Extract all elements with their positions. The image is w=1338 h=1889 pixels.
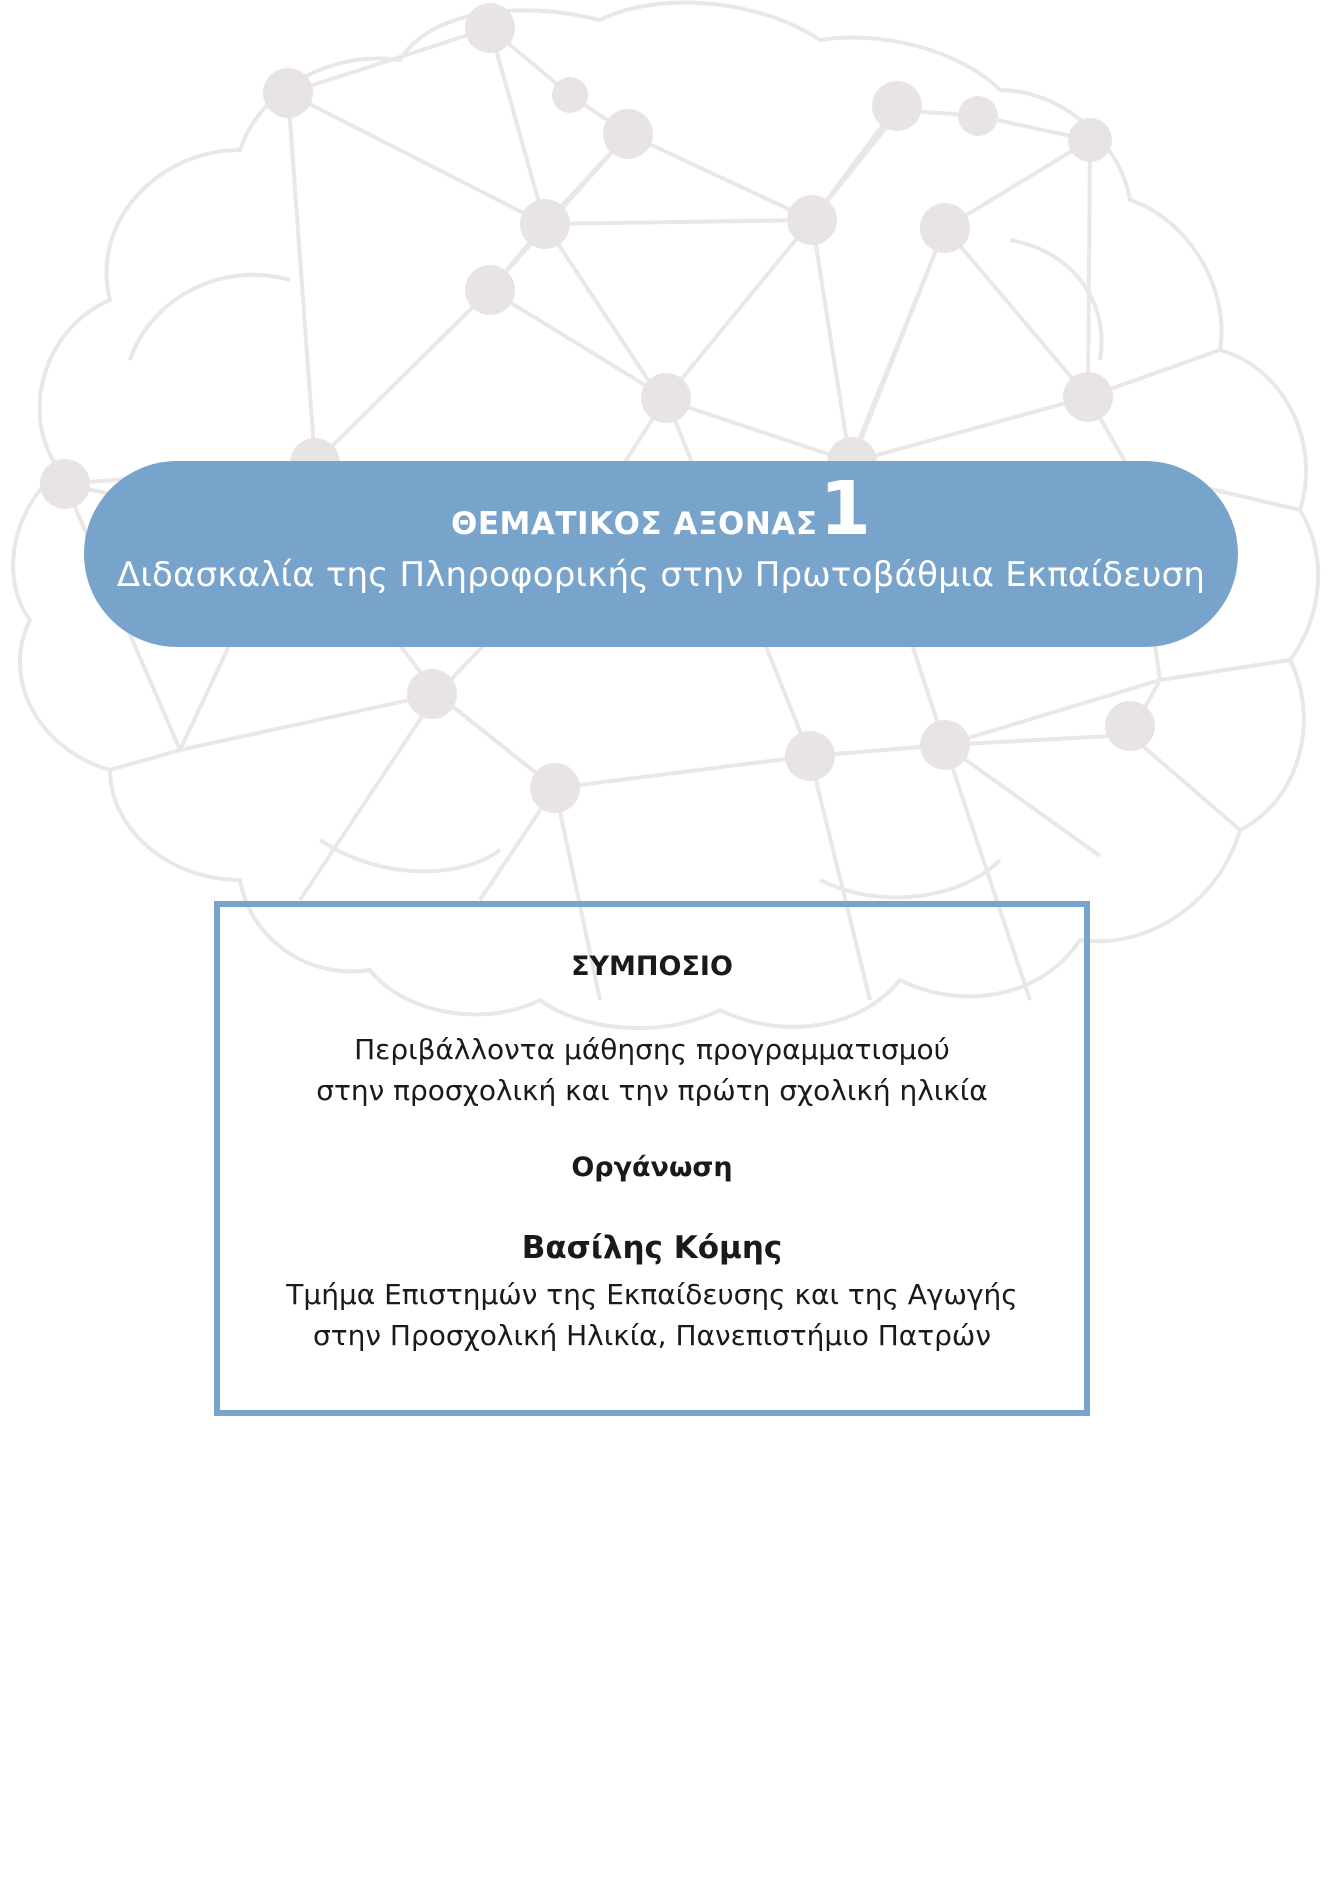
thematic-axis-banner [84,461,1238,647]
symposium-title [220,1029,1084,1111]
banner-number: 1 [819,466,871,552]
banner-title-row [84,466,1238,552]
banner-title: ΘΕΜΑΤΙΚΟΣ ΑΞΟΝΑΣ [451,506,818,542]
symposium-box [214,901,1090,1416]
organizer-name: Βασίλης Κόμης [521,1230,783,1266]
affiliation-line: Τμήμα Επιστημών της Εκπαίδευσης και της Αγωγής [286,1278,1018,1311]
organizer-affiliation [220,1274,1084,1356]
banner-subtitle: Διδασκαλία της Πληροφορικής στην Πρωτοβάθμια Εκπαίδευση [116,555,1206,595]
symposium-label: ΣΥΜΠΟΣΙΟ [571,951,733,982]
symposium-title-line: Περιβάλλοντα μάθησης προγραμματισμού [354,1033,950,1066]
symposium-title-line: στην προσχολική και την πρώτη σχολική ηλικία [316,1074,988,1107]
organization-label: Οργάνωση [571,1152,733,1183]
affiliation-line: στην Προσχολική Ηλικία, Πανεπιστήμιο Πατρών [313,1319,991,1352]
